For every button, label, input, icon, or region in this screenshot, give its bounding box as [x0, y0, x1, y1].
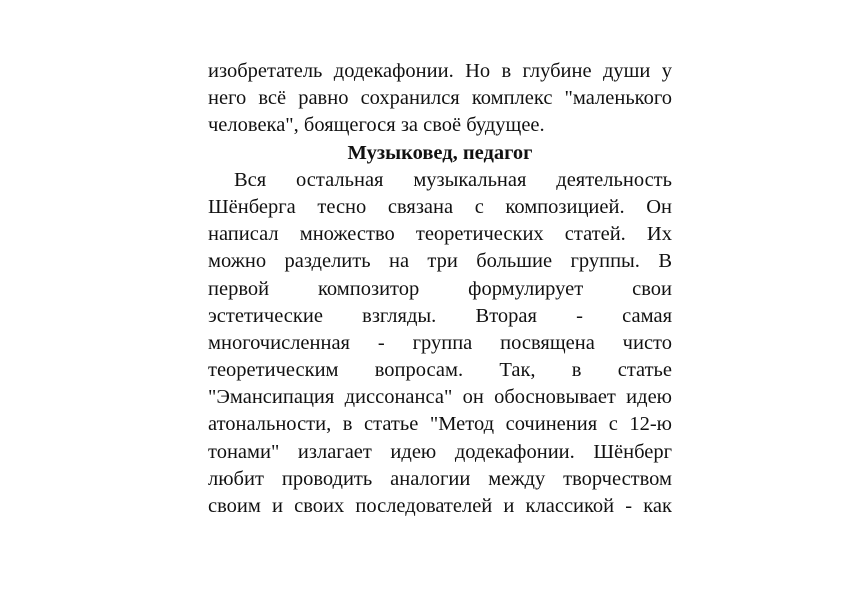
text-line: теоретическим вопросам. Так, в статье — [208, 359, 672, 382]
text-column — [208, 58, 672, 520]
text-line: своим и своих последователей и классикой - как — [208, 495, 672, 517]
text-line: многочисленная - группа посвящена чисто — [208, 331, 672, 354]
text-line: "Эмансипация диссонанса" он обосновывает идею — [208, 386, 672, 409]
text-line: атональности, в статье "Метод сочинения с 12-ю — [208, 413, 672, 436]
text-line: Шёнберга тесно связана с композицией. Он — [208, 195, 672, 218]
text-line: любит проводить аналогии между творчеством — [208, 467, 672, 490]
text-line: него всё равно сохранился комплекс "маленького — [208, 87, 672, 110]
text-line: можно разделить на три большие группы. В — [208, 250, 672, 273]
text-line: изобретатель додекафонии. Но в глубине души у — [208, 60, 672, 82]
text-line: первой композитор формулирует свои — [208, 277, 672, 300]
text-line: Вся остальная музыкальная деятельность — [234, 168, 672, 191]
text-line: человека", боящегося за своё будущее. — [208, 114, 545, 137]
text-line: написал множество теоретических статей. Их — [208, 223, 672, 246]
text-line: тонами" излагает идею додекафонии. Шёнберг — [208, 440, 672, 463]
text-line: эстетические взгляды. Вторая - самая — [208, 304, 672, 327]
section-heading: Музыковед, педагог — [347, 141, 533, 164]
